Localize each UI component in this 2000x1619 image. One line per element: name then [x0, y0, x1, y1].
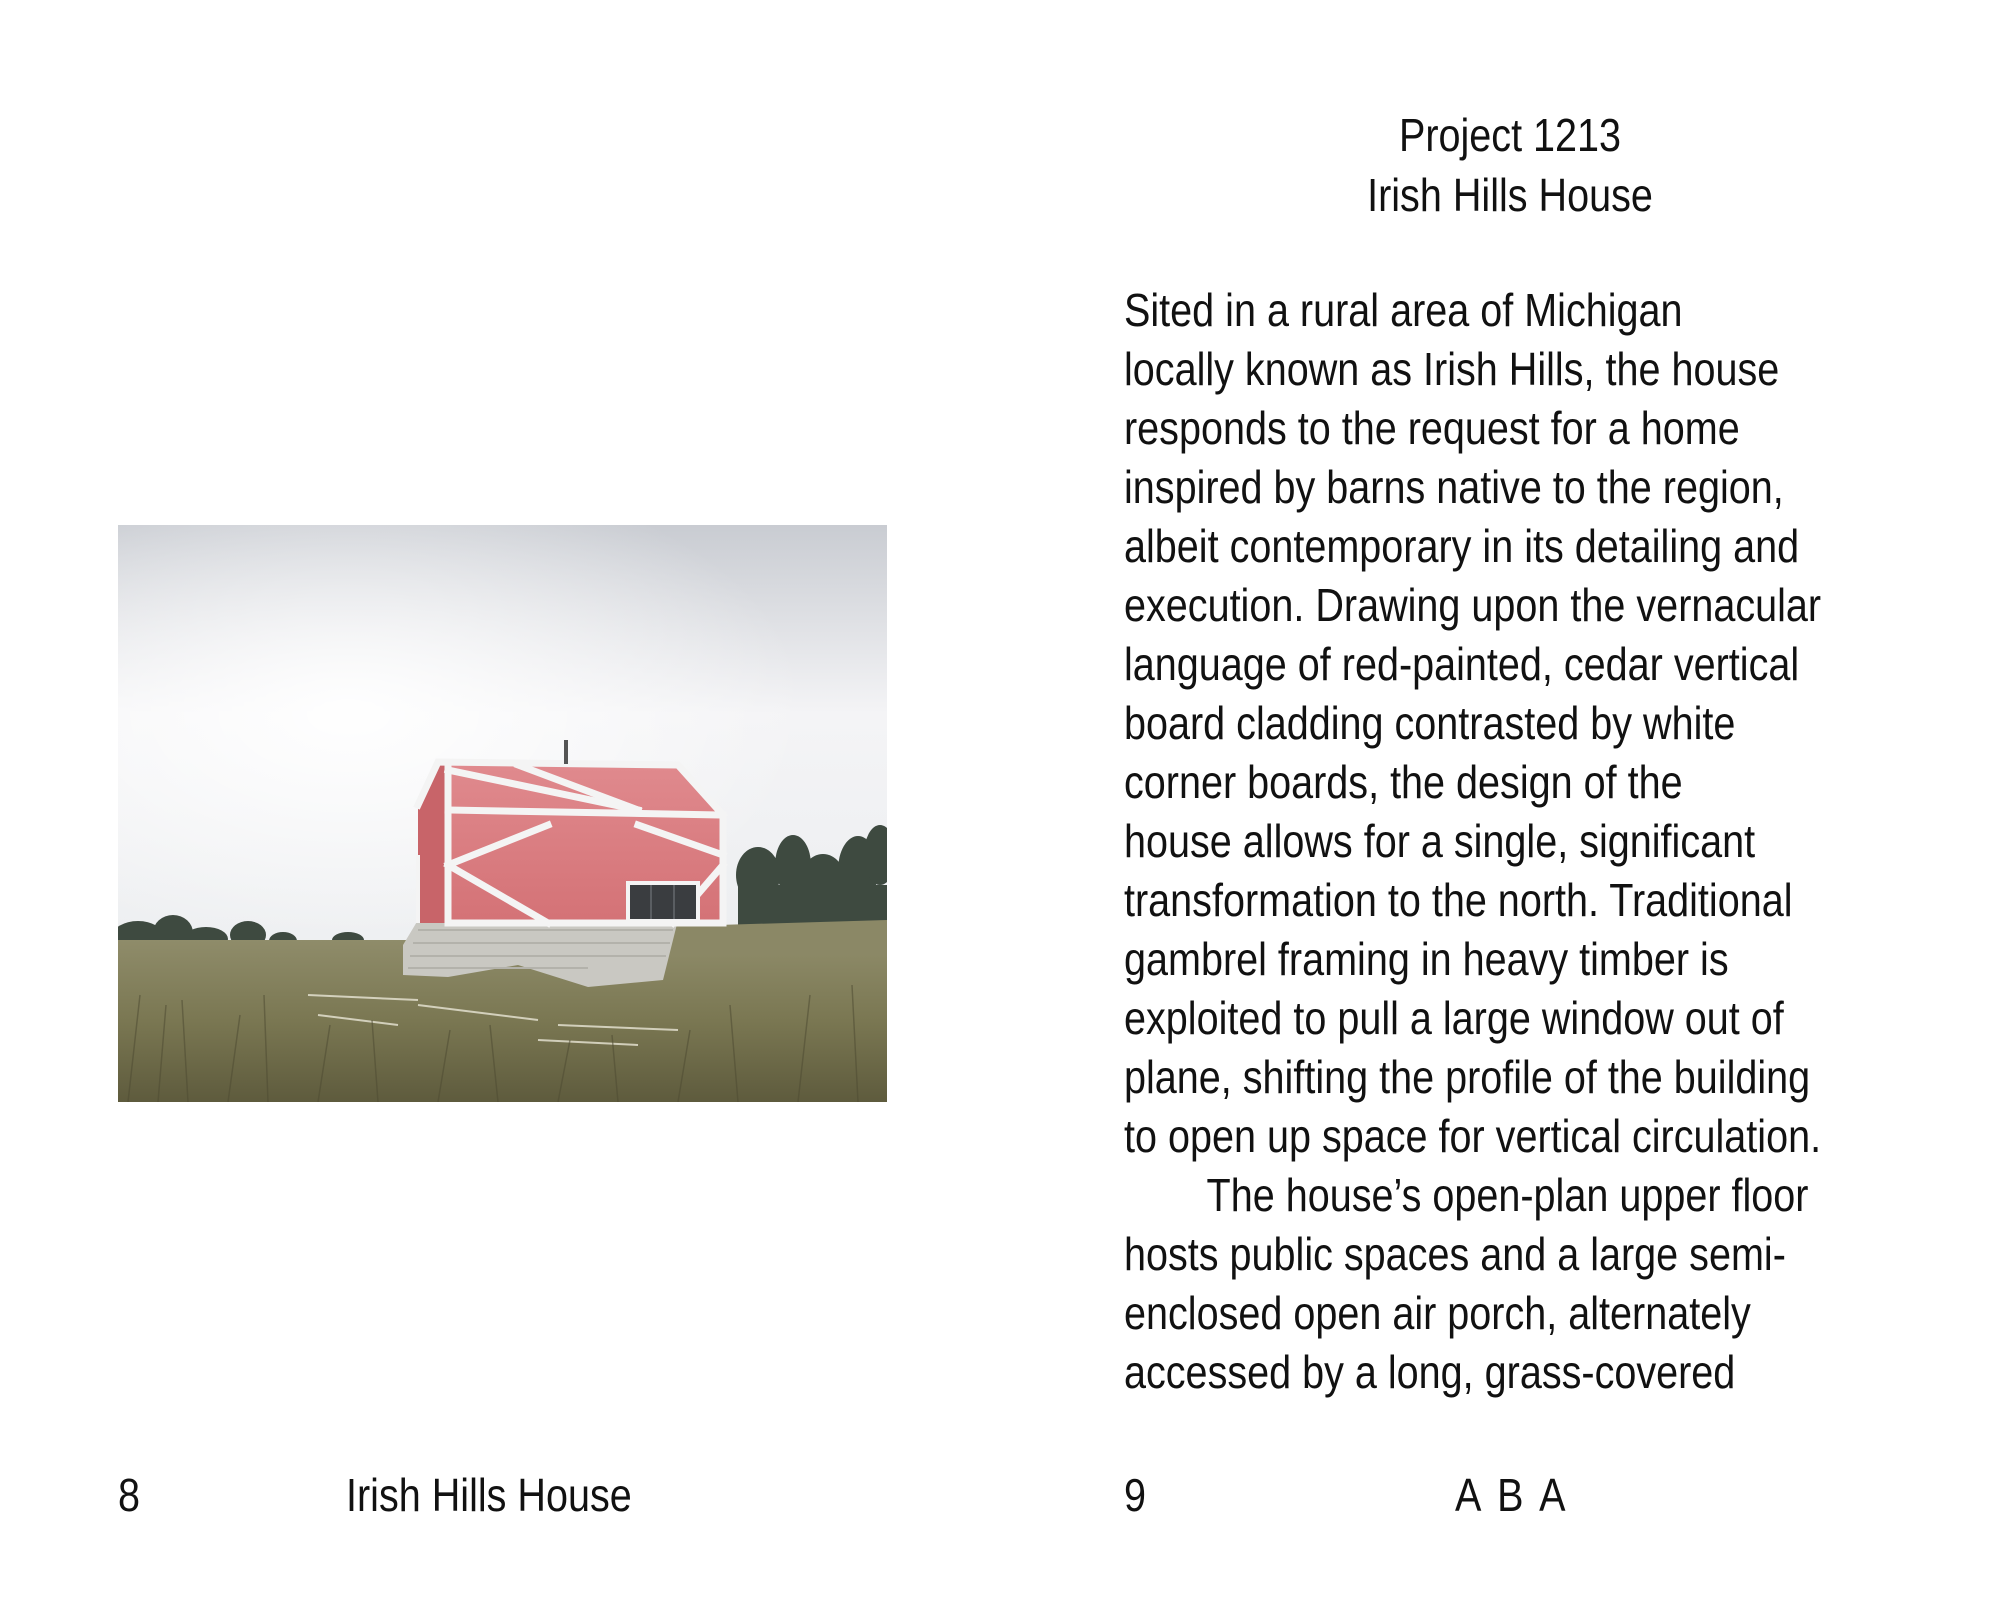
- body-line: transformation to the north. Traditional: [1124, 874, 1793, 926]
- body-line: gambrel framing in heavy timber is: [1124, 933, 1729, 985]
- large-window: [628, 883, 698, 921]
- body-line: hosts public spaces and a large semi-: [1124, 1228, 1786, 1280]
- body-line: Sited in a rural area of Michigan: [1124, 284, 1683, 336]
- body-line: language of red-painted, cedar vertical: [1124, 638, 1800, 690]
- page-number-left: 8: [118, 1469, 141, 1521]
- body-line-paragraph-start: The house’s open-plan upper floor: [1206, 1169, 1809, 1221]
- project-name: Irish Hills House: [1367, 169, 1653, 221]
- body-line: to open up space for vertical circulation.: [1124, 1110, 1822, 1162]
- body-line: corner boards, the design of the: [1124, 756, 1683, 808]
- body-line: albeit contemporary in its detailing and: [1124, 520, 1800, 572]
- running-title-right: A B A: [1455, 1469, 1569, 1521]
- running-title-left: Irish Hills House: [346, 1469, 632, 1521]
- body-line: house allows for a single, significant: [1124, 815, 1756, 867]
- body-line: execution. Drawing upon the vernacular: [1124, 579, 1822, 631]
- body-line: plane, shifting the profile of the building: [1124, 1051, 1811, 1103]
- barn-house-rendering-image: [118, 525, 887, 1102]
- body-line: inspired by barns native to the region,: [1124, 461, 1784, 513]
- body-line: locally known as Irish Hills, the house: [1124, 343, 1780, 395]
- page-number-right: 9: [1124, 1469, 1147, 1521]
- body-line: responds to the request for a home: [1124, 402, 1740, 454]
- body-line: board cladding contrasted by white: [1124, 697, 1736, 749]
- project-heading: [1304, 105, 1717, 225]
- body-line: exploited to pull a large window out of: [1124, 992, 1784, 1044]
- project-number: Project 1213: [1398, 109, 1622, 161]
- body-line: accessed by a long, grass-covered: [1124, 1346, 1736, 1398]
- chimney-flue: [564, 740, 568, 764]
- body-line: enclosed open air porch, alternately: [1124, 1287, 1751, 1339]
- barn-house-rendering: [118, 525, 887, 1102]
- body-text: [1124, 281, 1822, 1402]
